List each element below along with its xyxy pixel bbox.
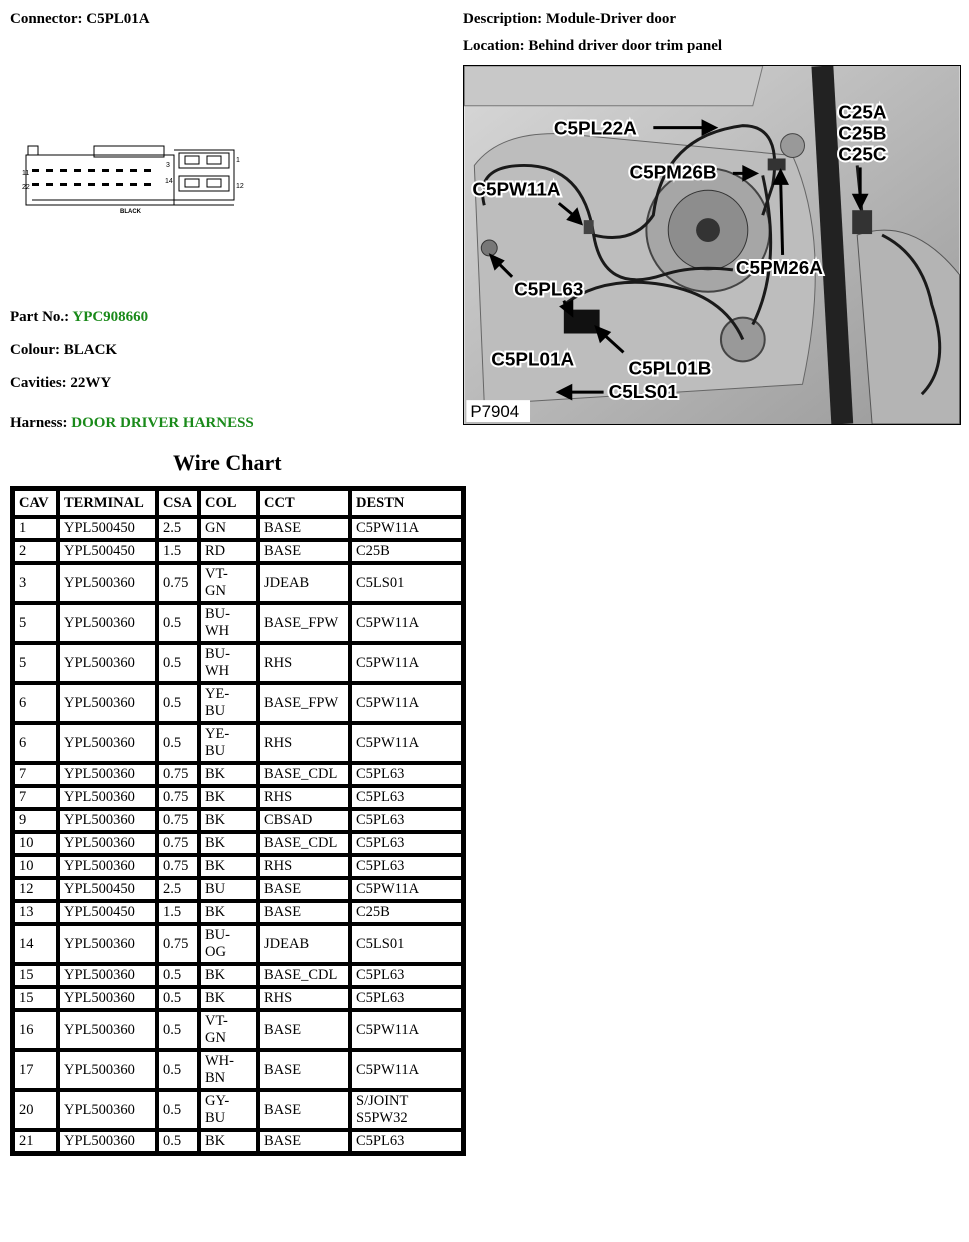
cell-cct: BASE (258, 1130, 350, 1153)
cell-col: BK (199, 832, 258, 855)
connector-face-diagram (22, 142, 252, 214)
cell-destn: C5PW11A (350, 723, 463, 763)
location-line (463, 38, 722, 55)
cell-csa: 0.75 (157, 809, 199, 832)
cavities-line (10, 375, 111, 392)
cell-cav: 7 (13, 763, 58, 786)
pin-cavity (88, 183, 95, 186)
cell-col: BK (199, 1130, 258, 1153)
cell-terminal: YPL500360 (58, 855, 157, 878)
cell-col: BK (199, 987, 258, 1010)
callout-c5pm26a: C5PM26A (735, 257, 823, 279)
cell-cct: RHS (258, 987, 350, 1010)
cell-cct: BASE_CDL (258, 832, 350, 855)
cell-csa: 1.5 (157, 901, 199, 924)
cell-csa: 0.75 (157, 786, 199, 809)
table-row (13, 763, 463, 786)
pin-cavity (88, 169, 95, 172)
cell-csa: 0.75 (157, 855, 199, 878)
callout-c5pw11a: C5PW11A (472, 179, 561, 201)
table-row (13, 723, 463, 763)
colour-value: BLACK (63, 342, 118, 358)
cell-terminal: YPL500360 (58, 924, 157, 964)
cell-destn: C5PL63 (350, 1130, 463, 1153)
cell-cct: BASE_CDL (258, 763, 350, 786)
cell-csa: 0.5 (157, 643, 199, 683)
pin-cavity (130, 169, 137, 172)
cell-col: VT- GN (199, 563, 258, 603)
cell-destn: C5PL63 (350, 855, 463, 878)
cell-cct: CBSAD (258, 809, 350, 832)
table-row (13, 1090, 463, 1130)
cell-cav: 15 (13, 987, 58, 1010)
cell-cav: 9 (13, 809, 58, 832)
cell-cav: 20 (13, 1090, 58, 1130)
cell-cct: RHS (258, 723, 350, 763)
cell-csa: 0.5 (157, 1050, 199, 1090)
harness-line (10, 415, 254, 432)
pin-cavity (102, 183, 109, 186)
pin-cavity (116, 183, 123, 186)
callout-c5pl01b: C5PL01B (628, 358, 712, 380)
cell-destn: C25B (350, 901, 463, 924)
cell-destn: C5LS01 (350, 924, 463, 964)
cell-cct: BASE_FPW (258, 683, 350, 723)
cell-cav: 10 (13, 832, 58, 855)
cell-csa: 0.5 (157, 683, 199, 723)
pin-cavity (144, 169, 151, 172)
pin-cavity (102, 169, 109, 172)
cell-csa: 0.5 (157, 723, 199, 763)
pin-cavity (74, 183, 81, 186)
cell-col: GY- BU (199, 1090, 258, 1130)
cell-csa: 0.5 (157, 1010, 199, 1050)
cell-terminal: YPL500450 (58, 517, 157, 540)
cell-terminal: YPL500450 (58, 878, 157, 901)
table-row (13, 540, 463, 563)
pin-cavity (46, 169, 53, 172)
cell-csa: 1.5 (157, 540, 199, 563)
table-row (13, 603, 463, 643)
cell-cav: 2 (13, 540, 58, 563)
cell-col: BU- WH (199, 603, 258, 643)
cell-col: BK (199, 763, 258, 786)
location-label: Location: (463, 38, 525, 54)
cell-cav: 1 (13, 517, 58, 540)
harness-label: Harness: (10, 415, 68, 431)
cell-destn: C5PL63 (350, 763, 463, 786)
cell-cav: 5 (13, 643, 58, 683)
cell-col: BU- WH (199, 643, 258, 683)
cell-col: BK (199, 809, 258, 832)
cell-cav: 3 (13, 563, 58, 603)
cell-destn: C5PW11A (350, 603, 463, 643)
cell-terminal: YPL500360 (58, 723, 157, 763)
cell-cct: BASE (258, 1050, 350, 1090)
cell-cav: 10 (13, 855, 58, 878)
callout-c25b: C25B (838, 123, 887, 145)
table-row (13, 924, 463, 964)
pin-cavity (60, 169, 67, 172)
cell-col: BK (199, 901, 258, 924)
cell-terminal: YPL500360 (58, 683, 157, 723)
table-row (13, 786, 463, 809)
cell-destn: C5LS01 (350, 563, 463, 603)
pin-cavity (46, 183, 53, 186)
cell-terminal: YPL500360 (58, 1050, 157, 1090)
cell-cav: 5 (13, 603, 58, 643)
cell-terminal: YPL500360 (58, 987, 157, 1010)
description-label: Description: (463, 11, 543, 27)
cell-destn: C5PW11A (350, 517, 463, 540)
cell-cav: 6 (13, 723, 58, 763)
pin-cavity (130, 183, 137, 186)
pin-label-3: 3 (166, 162, 170, 169)
cell-csa: 0.5 (157, 987, 199, 1010)
column-header-destn: DESTN (350, 489, 463, 517)
callout-c25c: C25C (838, 144, 887, 166)
cell-col: BU (199, 878, 258, 901)
cell-cct: RHS (258, 855, 350, 878)
cell-cct: BASE (258, 517, 350, 540)
table-row (13, 1130, 463, 1153)
cell-csa: 0.75 (157, 763, 199, 786)
cell-terminal: YPL500360 (58, 763, 157, 786)
table-row (13, 987, 463, 1010)
cell-cav: 12 (13, 878, 58, 901)
colour-label: Colour: (10, 342, 60, 358)
cell-csa: 2.5 (157, 517, 199, 540)
pin-label-22: 22 (22, 184, 30, 191)
cell-terminal: YPL500360 (58, 603, 157, 643)
cell-destn: C5PW11A (350, 1010, 463, 1050)
cell-cav: 21 (13, 1130, 58, 1153)
connector-location-photo (463, 65, 961, 425)
cell-cct: BASE (258, 1010, 350, 1050)
cell-csa: 0.5 (157, 1090, 199, 1130)
cell-destn: C5PL63 (350, 964, 463, 987)
table-row (13, 683, 463, 723)
table-row (13, 809, 463, 832)
callout-c5pm26b: C5PM26B (629, 162, 717, 184)
cell-destn: C5PW11A (350, 643, 463, 683)
table-row (13, 643, 463, 683)
cell-cct: BASE_FPW (258, 603, 350, 643)
callout-c5pl22a: C5PL22A (553, 118, 637, 140)
cell-destn: C5PL63 (350, 786, 463, 809)
cell-destn: C5PW11A (350, 683, 463, 723)
description-value: Module-Driver door (545, 11, 677, 27)
pin-cavity (144, 183, 151, 186)
cell-col: RD (199, 540, 258, 563)
column-header-cct: CCT (258, 489, 350, 517)
callout-c5pl63: C5PL63 (514, 279, 584, 301)
cell-col: GN (199, 517, 258, 540)
pin-cavity (32, 169, 39, 172)
cell-terminal: YPL500360 (58, 1010, 157, 1050)
table-row (13, 832, 463, 855)
table-row (13, 1050, 463, 1090)
cell-col: BK (199, 964, 258, 987)
cell-col: YE- BU (199, 723, 258, 763)
cell-csa: 0.5 (157, 1130, 199, 1153)
cell-destn: C25B (350, 540, 463, 563)
column-header-col: COL (199, 489, 258, 517)
pin-label-14: 14 (165, 178, 173, 185)
pin-label-1: 1 (236, 157, 240, 164)
cell-cav: 16 (13, 1010, 58, 1050)
harness-link[interactable]: DOOR DRIVER HARNESS (71, 415, 254, 431)
cell-cct: BASE (258, 1090, 350, 1130)
cell-destn: C5PW11A (350, 1050, 463, 1090)
cell-cav: 6 (13, 683, 58, 723)
cell-destn: C5PW11A (350, 878, 463, 901)
cell-cct: JDEAB (258, 563, 350, 603)
cell-cct: BASE_CDL (258, 964, 350, 987)
cell-csa: 0.75 (157, 563, 199, 603)
cell-cct: BASE (258, 540, 350, 563)
cell-cav: 15 (13, 964, 58, 987)
cell-terminal: YPL500360 (58, 563, 157, 603)
cell-terminal: YPL500360 (58, 964, 157, 987)
description-line (463, 11, 676, 28)
column-header-csa: CSA (157, 489, 199, 517)
part-no-line (10, 309, 148, 326)
cell-col: BU- OG (199, 924, 258, 964)
connector-label: Connector: (10, 11, 83, 27)
cell-cct: JDEAB (258, 924, 350, 964)
cavities-value: 22WY (70, 375, 112, 391)
cell-terminal: YPL500360 (58, 832, 157, 855)
cell-cav: 7 (13, 786, 58, 809)
pin-cavity (116, 169, 123, 172)
connector-colour-label: BLACK (120, 209, 141, 214)
cell-terminal: YPL500360 (58, 1090, 157, 1130)
wire-chart-header-row (13, 489, 463, 517)
cell-terminal: YPL500360 (58, 1130, 157, 1153)
table-row (13, 855, 463, 878)
cell-cct: RHS (258, 786, 350, 809)
figure-id: P7904 (470, 402, 520, 422)
pin-cavity (32, 183, 39, 186)
pin-label-12: 12 (236, 183, 244, 190)
location-value: Behind driver door trim panel (528, 38, 723, 54)
cell-col: BK (199, 786, 258, 809)
cell-col: VT- GN (199, 1010, 258, 1050)
cell-terminal: YPL500360 (58, 643, 157, 683)
cavities-label: Cavities: (10, 375, 67, 391)
pin-cavity (74, 169, 81, 172)
table-row (13, 517, 463, 540)
cell-cct: BASE (258, 878, 350, 901)
callout-c5pl01a: C5PL01A (491, 349, 575, 371)
cell-cav: 17 (13, 1050, 58, 1090)
table-row (13, 901, 463, 924)
cell-csa: 0.5 (157, 603, 199, 643)
colour-line (10, 342, 117, 359)
cell-csa: 0.75 (157, 924, 199, 964)
table-row (13, 1010, 463, 1050)
cell-col: BK (199, 855, 258, 878)
pin-label-11: 11 (22, 170, 30, 177)
cell-col: WH- BN (199, 1050, 258, 1090)
cell-terminal: YPL500360 (58, 786, 157, 809)
callout-c5ls01: C5LS01 (608, 382, 678, 404)
column-header-terminal: TERMINAL (58, 489, 157, 517)
part-no-label: Part No.: (10, 309, 70, 325)
cell-csa: 0.5 (157, 964, 199, 987)
table-row (13, 964, 463, 987)
table-row (13, 563, 463, 603)
connector-value: C5PL01A (86, 11, 150, 27)
pin-cavity (60, 183, 67, 186)
cell-cct: BASE (258, 901, 350, 924)
cell-destn: S/JOINT S5PW32 (350, 1090, 463, 1130)
cell-destn: C5PL63 (350, 809, 463, 832)
cell-col: YE- BU (199, 683, 258, 723)
cell-cct: RHS (258, 643, 350, 683)
column-header-cav: CAV (13, 489, 58, 517)
connector-line (10, 11, 150, 28)
cell-cav: 14 (13, 924, 58, 964)
cell-terminal: YPL500360 (58, 809, 157, 832)
cell-terminal: YPL500450 (58, 901, 157, 924)
part-no-link[interactable]: YPC908660 (72, 309, 149, 325)
callout-c25a: C25A (838, 102, 887, 124)
cell-csa: 2.5 (157, 878, 199, 901)
wire-chart-table (10, 486, 466, 1156)
cell-destn: C5PL63 (350, 987, 463, 1010)
wire-chart-title: Wire Chart (173, 450, 282, 475)
cell-destn: C5PL63 (350, 832, 463, 855)
cell-terminal: YPL500450 (58, 540, 157, 563)
cell-cav: 13 (13, 901, 58, 924)
table-row (13, 878, 463, 901)
cell-csa: 0.75 (157, 832, 199, 855)
